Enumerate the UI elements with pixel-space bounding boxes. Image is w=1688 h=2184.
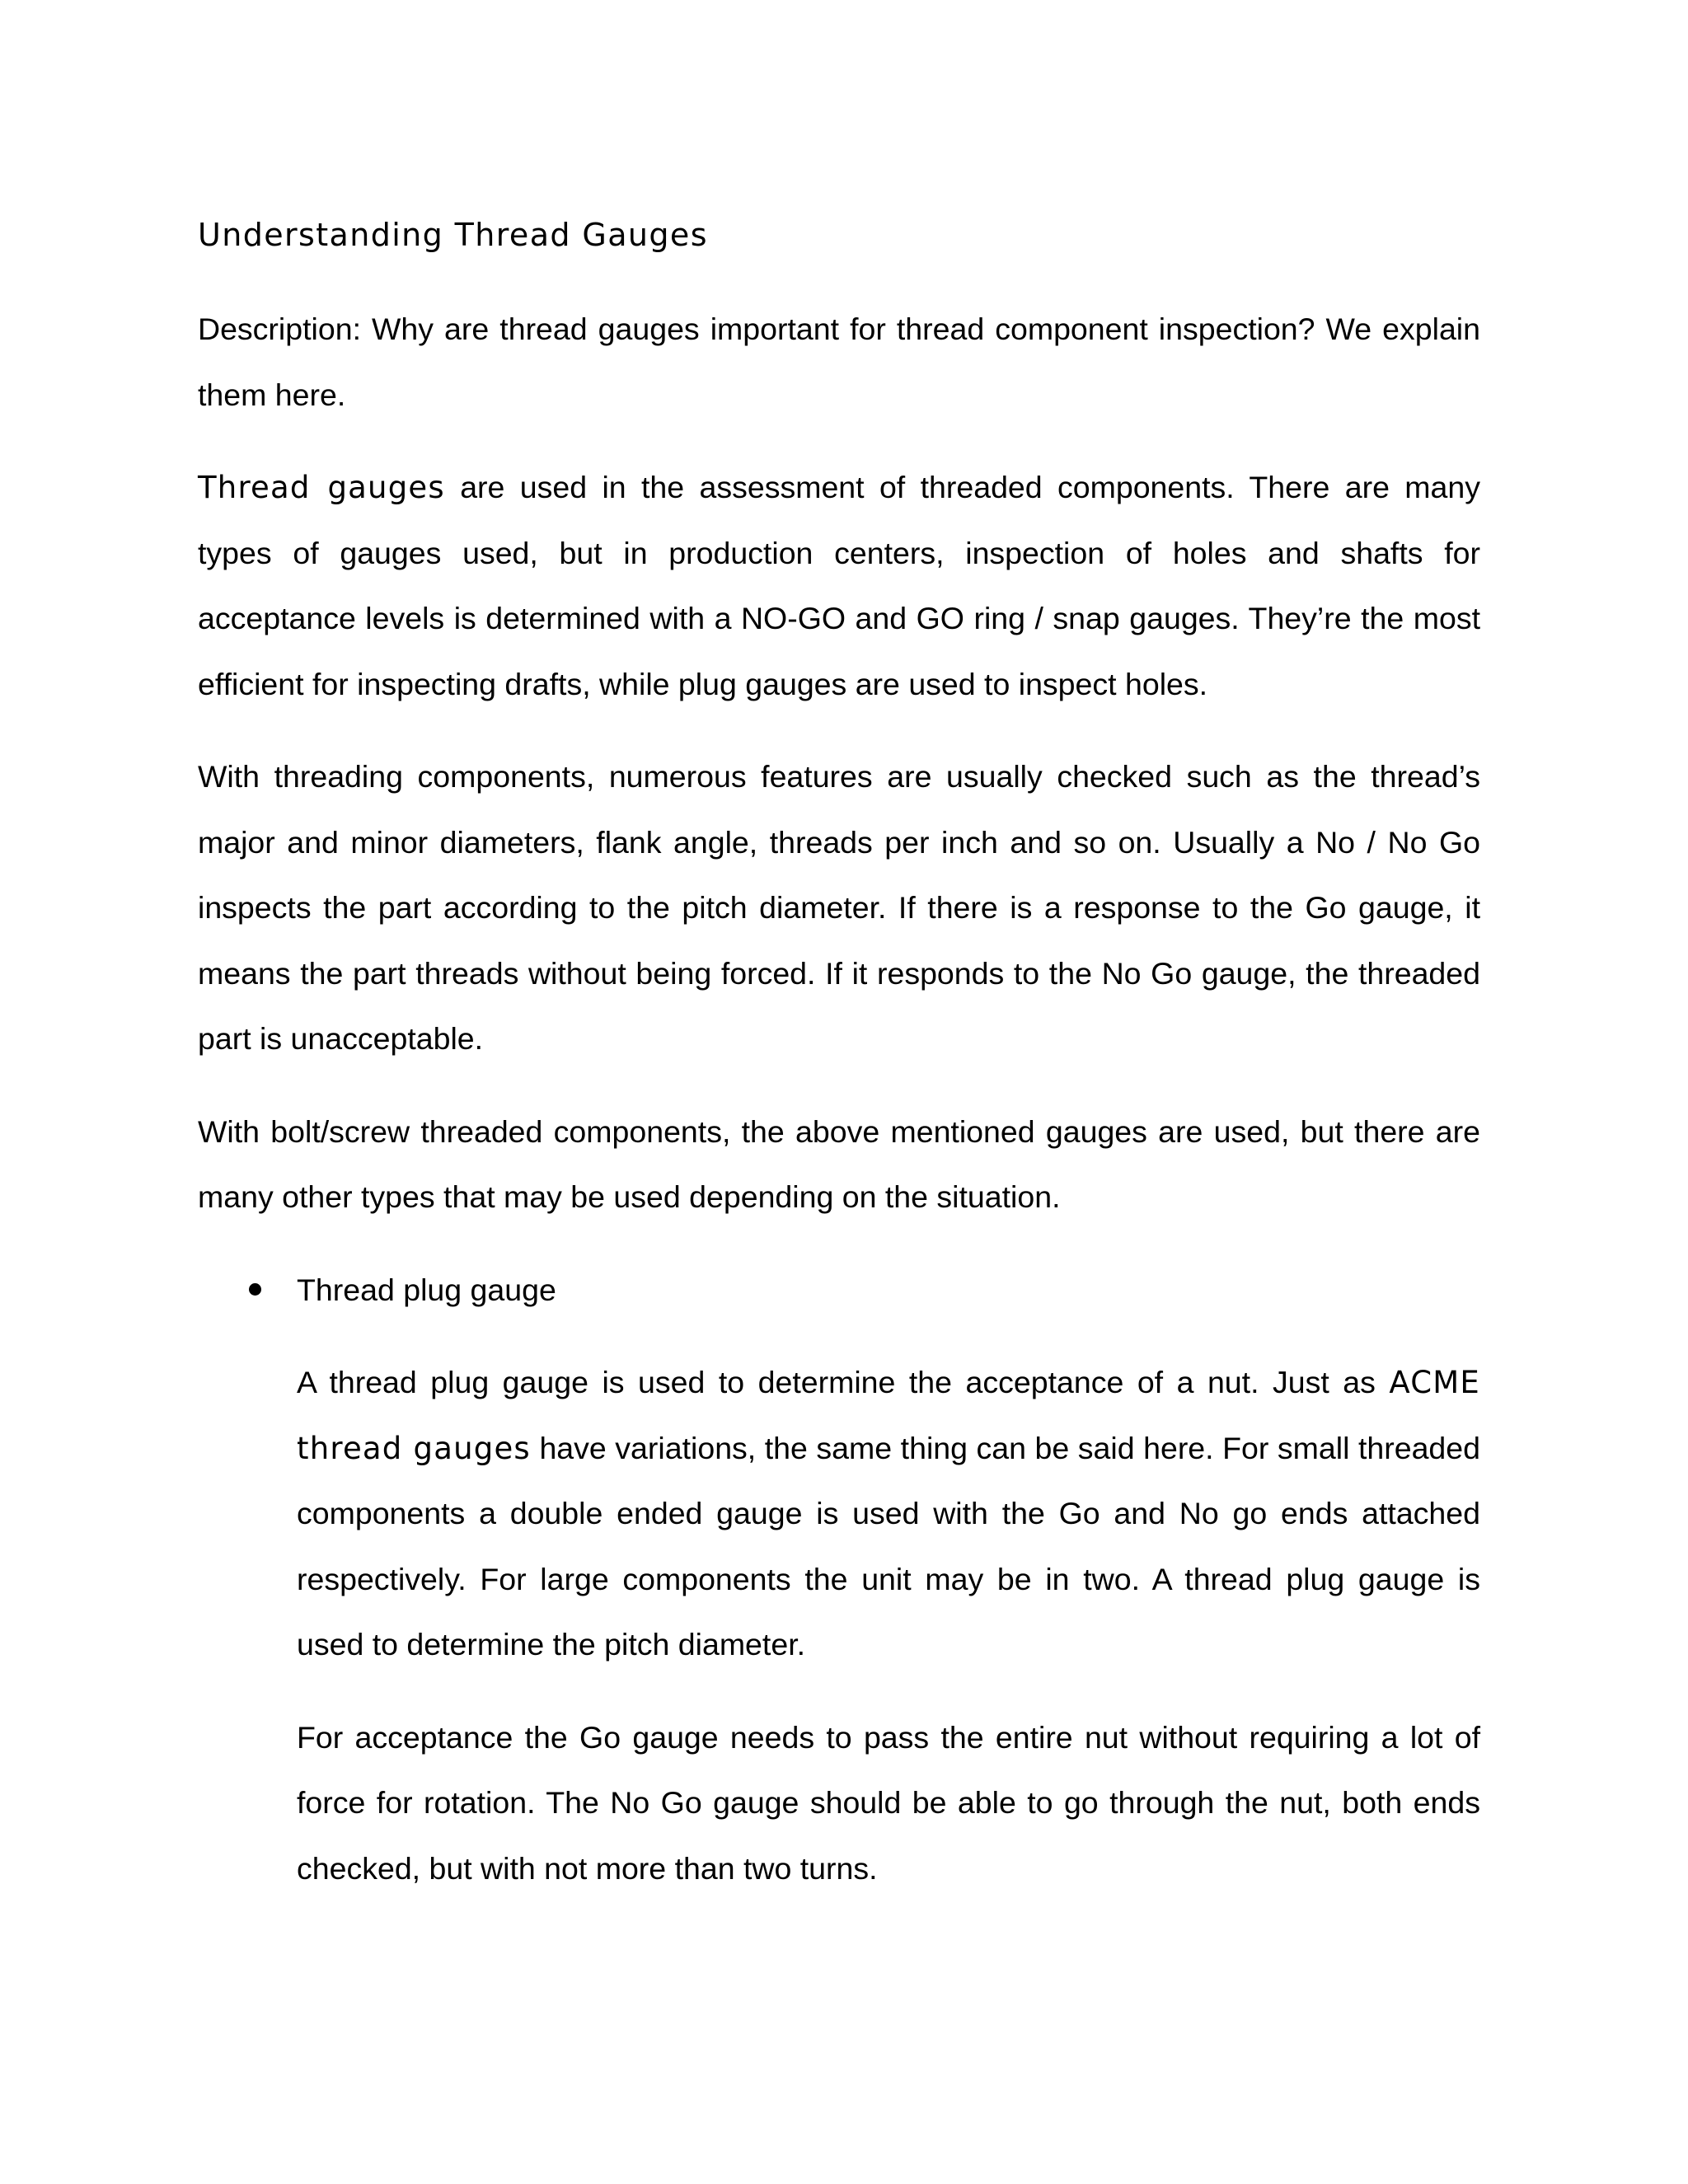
intro-paragraph	[198, 455, 1480, 717]
gauge-types-list	[198, 1258, 1480, 1324]
bullet-icon	[249, 1283, 261, 1296]
thread-plug-gauge-paragraph	[297, 1350, 1480, 1678]
document-page	[198, 214, 1480, 1929]
list-item	[198, 1258, 1480, 1324]
acme-thread-gauges-term: ACME thread gauges	[297, 1365, 1480, 1466]
thread-gauges-term: Thread gauges	[198, 470, 445, 505]
thread-plug-gauge-heading: Thread plug gauge	[297, 1272, 556, 1307]
acceptance-paragraph: For acceptance the Go gauge needs to pass the entire nut without requiring a lot of force for rotation. The No Go gauge should be able to go through the nut, both ends checked, but with not more than two turns.	[297, 1719, 1480, 1886]
threading-features-paragraph: With threading components, numerous features are usually checked such as the thread’s major and minor diameters, flank angle, threads per inch and so on. Usually a No / No Go inspects the part according to the pitch diameter. If there is a response to the Go gauge, it means the part threads without being forced. If it responds to the No Go gauge, the threaded part is unacceptable.	[198, 759, 1480, 1056]
bolt-screw-paragraph: With bolt/screw threaded components, the above mentioned gauges are used, but there are many other types that may be used depending on the situation.	[198, 1113, 1480, 1214]
plug-paragraph-end: have variations, the same thing can be said here. For small threaded components a double ended gauge is used with the Go and No go ends attached respectively. For large components the unit may be in two. A thread plug gauge is used to determine the pitch diameter.	[297, 1430, 1480, 1661]
description-paragraph: Description: Why are thread gauges important for thread component inspection? We explain them here.	[198, 312, 1480, 412]
intro-paragraph-text: are used in the assessment of threaded components. There are many types of gauges used, but in production centers, inspection of holes and shafts for acceptance levels is determined with a NO-GO and GO ring / snap gauges. They’re the most efficient for inspecting drafts, while plug gauges are used to inspect holes.	[198, 470, 1480, 701]
plug-paragraph-start: A thread plug gauge is used to determine the acceptance of a nut. Just as	[297, 1365, 1390, 1399]
document-title: Understanding Thread Gauges	[198, 217, 708, 253]
